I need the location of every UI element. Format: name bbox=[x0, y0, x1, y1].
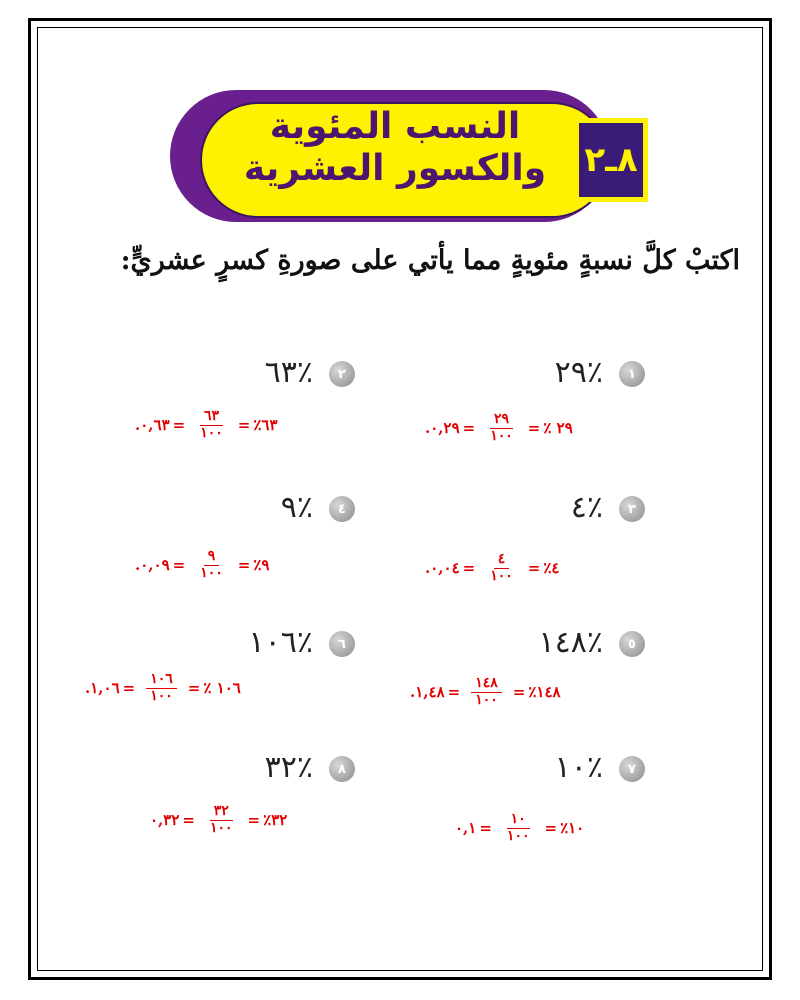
equals-sign: = bbox=[479, 819, 492, 837]
answer-8 bbox=[150, 800, 287, 840]
problem-percent: ٪٤ bbox=[570, 490, 603, 525]
problem-4 bbox=[175, 490, 355, 530]
fraction-numerator: ١٠ bbox=[507, 812, 530, 828]
equals-sign: = bbox=[512, 683, 526, 701]
fraction-denominator: ١٠٠ bbox=[200, 424, 223, 441]
equals-sign: = bbox=[447, 683, 461, 701]
answer-fraction bbox=[206, 804, 237, 836]
answer-3 bbox=[425, 548, 559, 588]
problem-percent: ٪١٤٨ bbox=[538, 625, 603, 660]
answer-decimal: .٠,٠٩ bbox=[135, 556, 170, 574]
problem-8 bbox=[175, 750, 355, 790]
equals-sign: = bbox=[237, 416, 251, 434]
equals-sign: = bbox=[182, 811, 195, 829]
answer-fraction bbox=[471, 676, 502, 708]
problem-number-circle: ٣ bbox=[619, 496, 645, 522]
equals-sign: = bbox=[187, 679, 201, 697]
equals-sign: = bbox=[122, 679, 136, 697]
problem-7 bbox=[465, 750, 645, 790]
answer-4 bbox=[135, 545, 269, 585]
answer-percent: ٪١٤٨ bbox=[528, 683, 561, 701]
fraction-denominator: ١٠٠ bbox=[209, 819, 233, 836]
lesson-number-badge: ٨ـ٢ bbox=[574, 118, 648, 202]
fraction-denominator: ١٠٠ bbox=[490, 567, 513, 584]
answer-decimal: .٠,٠٤ bbox=[425, 559, 460, 577]
fraction-numerator: ٤ bbox=[494, 552, 510, 568]
answer-decimal: ٠,١ bbox=[455, 819, 477, 837]
problem-percent: ٪١٠ bbox=[554, 750, 603, 785]
fraction-denominator: ١٠٠ bbox=[475, 691, 498, 708]
answer-6 bbox=[85, 668, 241, 708]
equals-sign: = bbox=[172, 416, 186, 434]
answer-percent: ٪ ١٠٦ bbox=[203, 679, 241, 697]
problem-percent: ٪١٠٦ bbox=[248, 625, 313, 660]
fraction-numerator: ٣٢ bbox=[210, 804, 233, 820]
problem-number-circle: ٥ bbox=[619, 631, 645, 657]
fraction-denominator: ١٠٠ bbox=[150, 687, 173, 704]
answer-fraction bbox=[146, 672, 177, 704]
equals-sign: = bbox=[462, 559, 476, 577]
equals-sign: = bbox=[544, 819, 558, 837]
answer-decimal: .١,٤٨ bbox=[410, 683, 445, 701]
problem-number-circle: ٢ bbox=[329, 361, 355, 387]
problem-number-circle: ٤ bbox=[329, 496, 355, 522]
fraction-denominator: ١٠٠ bbox=[490, 427, 513, 444]
problem-percent: ٪٩ bbox=[280, 490, 313, 525]
answer-7 bbox=[455, 808, 584, 848]
problem-number-circle: ٧ bbox=[619, 756, 645, 782]
answer-fraction bbox=[486, 412, 517, 444]
answer-percent: ٪٦٣ bbox=[253, 416, 278, 434]
answer-5 bbox=[410, 672, 561, 712]
fraction-numerator: ١٠٦ bbox=[146, 672, 177, 688]
problem-number-circle: ٦ bbox=[329, 631, 355, 657]
fraction-numerator: ١٤٨ bbox=[471, 676, 502, 692]
answer-fraction bbox=[486, 552, 517, 584]
answer-percent: ٪١٠ bbox=[560, 819, 585, 837]
lesson-banner bbox=[170, 82, 650, 232]
fraction-numerator: ٦٣ bbox=[200, 409, 223, 425]
fraction-numerator: ٩ bbox=[204, 549, 220, 565]
fraction-denominator: ١٠٠ bbox=[200, 564, 223, 581]
answer-percent: ٪ ٢٩ bbox=[543, 419, 573, 437]
equals-sign: = bbox=[462, 419, 476, 437]
problem-5 bbox=[465, 625, 645, 665]
answer-percent: ٪٣٢ bbox=[263, 811, 288, 829]
problem-number-circle: ٨ bbox=[329, 756, 355, 782]
equals-sign: = bbox=[247, 811, 261, 829]
lesson-title-line2: والكسور العشرية bbox=[243, 148, 547, 190]
answer-2 bbox=[135, 405, 278, 445]
answer-fraction bbox=[196, 549, 227, 581]
equals-sign: = bbox=[172, 556, 186, 574]
answer-fraction bbox=[503, 812, 534, 844]
problem-1 bbox=[465, 355, 645, 395]
answer-percent: ٪٤ bbox=[543, 559, 560, 577]
answer-1 bbox=[425, 408, 573, 448]
lesson-title bbox=[225, 106, 565, 191]
answer-decimal: ٠,٣٢ bbox=[150, 811, 180, 829]
problem-3 bbox=[465, 490, 645, 530]
problem-percent: ٪٢٩ bbox=[554, 355, 603, 390]
instruction-text: اكتبْ كلَّ نسبةٍ مئويةٍ مما يأتي على صورةِ كسرٍ عشريٍّ: bbox=[120, 245, 740, 276]
answer-fraction bbox=[196, 409, 227, 441]
answer-decimal: .٠,٦٣ bbox=[135, 416, 170, 434]
answer-percent: ٪٩ bbox=[253, 556, 270, 574]
problem-percent: ٪٦٣ bbox=[264, 355, 313, 390]
answer-decimal: .٠,٢٩ bbox=[425, 419, 460, 437]
equals-sign: = bbox=[527, 419, 541, 437]
problem-2 bbox=[175, 355, 355, 395]
fraction-numerator: ٢٩ bbox=[490, 412, 513, 428]
answer-decimal: .١,٠٦ bbox=[85, 679, 120, 697]
problem-number-circle: ١ bbox=[619, 361, 645, 387]
lesson-title-line1: النسب المئوية bbox=[269, 106, 521, 147]
equals-sign: = bbox=[527, 559, 541, 577]
problem-percent: ٪٣٢ bbox=[264, 750, 313, 785]
fraction-denominator: ١٠٠ bbox=[506, 827, 530, 844]
problem-6 bbox=[175, 625, 355, 665]
equals-sign: = bbox=[237, 556, 251, 574]
